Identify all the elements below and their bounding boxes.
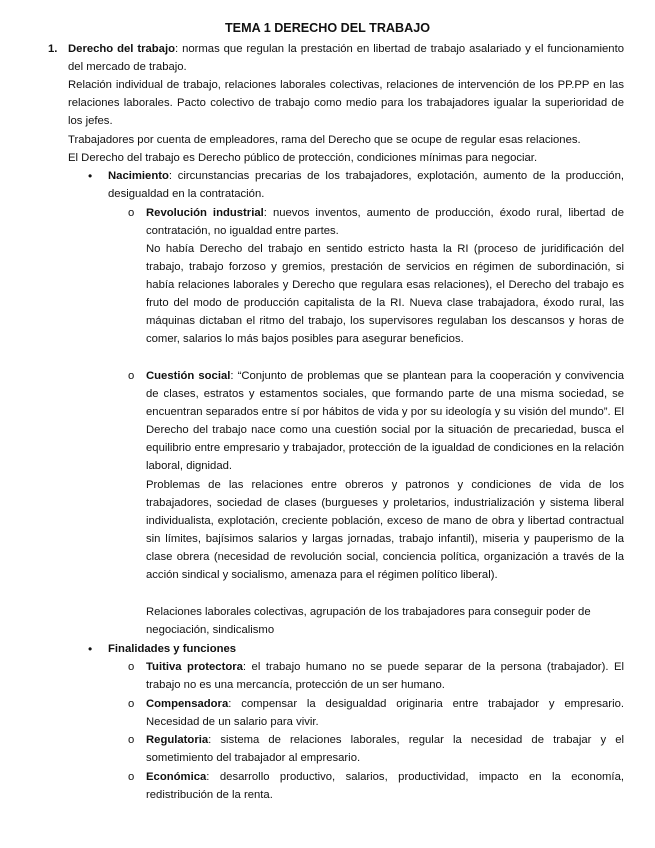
term-derecho-del-trabajo: Derecho del trabajo [68,43,176,55]
section-1-definition [68,40,624,76]
revolucion-paragraph-2: No había Derecho del trabajo en sentido estricto hasta la RI (proceso de juridificación del trabajo, trabajo forzoso y gremios, prestación de servicios en régimen de subordinación, si había relaciones laborales y Derecho que regulara esas relaciones), el Derecho del trabajo es fruto del modo de producción capitalista de la RI. Nueva clase trabajadora, éxodo rural, las máquinas dictaban el ritmo del trabajo, los supervisores regulaban los descansos y horas de comer, salarios lo más bajos posibles para asegurar beneficios. [146,243,624,346]
cuestion-item [146,367,624,476]
term-economica: Económica [146,771,207,783]
sub-bullet-icon: o [128,207,135,219]
tuitiva-text: : el trabajo humano no se puede separar de la persona (trabajador). El trabajo no es una mercancía, protección de un ser humano. [146,661,624,692]
regulatoria-text: : sistema de relaciones laborales, regular la necesidad de trabajar y el sometimiento del trabajador al empresario. [146,734,624,765]
term-regulatoria: Regulatoria [146,734,209,746]
revolucion-item [146,204,624,240]
term-nacimiento: Nacimiento [108,170,169,182]
cuestion-text: : “Conjunto de problemas que se plantean para la cooperación y convivencia de clases, estratos y estamentos sociales, que formando parte de una misma sociedad, se encuentran separados entre sí por hábitos de vida y por su ideología y su visión del mundo”. El Derecho del trabajo nace como una cuestión social por la situación de precariedad, busca el equilibrio entre empresario y trabajador, protección de la igualdad de condiciones en la relación laboral, dignidad. [146,370,624,473]
compensadora-item [146,695,624,731]
definition-text: : normas que regulan la prestación en libertad de trabajo asalariado y el funcionamiento del mercado de trabajo. [68,43,625,74]
economica-item [146,768,624,804]
term-compensadora: Compensadora [146,698,229,710]
section-1-paragraph-2: Relación individual de trabajo, relaciones laborales colectivas, relaciones de intervención de los PP.PP en las relaciones laborales. Pacto colectivo de trabajo como medio para los trabajadores igualar la superioridad de los jefes. [68,79,624,128]
sub-bullet-icon: o [128,661,135,673]
finalidades-heading [108,640,624,658]
section-number: 1. [48,43,58,55]
section-1-paragraph-4: El Derecho del trabajo es Derecho público de protección, condiciones mínimas para negociar. [68,152,538,164]
term-cuestion-social: Cuestión social [146,370,231,382]
economica-text: : desarrollo productivo, salarios, productividad, impacto en la economía, redistribución de la renta. [146,771,624,802]
bullet-icon: • [88,642,93,656]
compensadora-text: : compensar la desigualdad originaria entre trabajador y empresario. Necesidad de un salario para vivir. [146,698,624,729]
term-finalidades: Finalidades y funciones [108,643,237,655]
cuestion-paragraph-3: Relaciones laborales colectivas, agrupación de los trabajadores para conseguir poder de negociación, sindicalismo [146,606,591,637]
nacimiento-text: : circunstancias precarias de los trabajadores, explotación, aumento de la producción, desigualdad en la contratación. [108,170,624,201]
bullet-icon: • [88,169,93,183]
sub-bullet-icon: o [128,734,135,746]
sub-bullet-icon: o [128,370,135,382]
sub-bullet-icon: o [128,698,135,710]
regulatoria-item [146,731,624,767]
section-1-paragraph-3: Trabajadores por cuenta de empleadores, rama del Derecho que se ocupe de regular esas relaciones. [68,134,581,146]
term-revolucion-industrial: Revolución industrial [146,207,264,219]
document-title: TEMA 1 DERECHO DEL TRABAJO [224,21,431,35]
term-tuitiva-protectora: Tuitiva protectora [146,661,243,673]
nacimiento-item [108,167,624,203]
sub-bullet-icon: o [128,771,135,783]
tuitiva-item [146,658,624,694]
revolucion-text: : nuevos inventos, aumento de producción, éxodo rural, libertad de contratación, no igualdad entre partes. [146,207,624,238]
cuestion-paragraph-2: Problemas de las relaciones entre obreros y patronos y condiciones de vida de los trabajadores, sociedad de clases (burgueses y proletarios, industrialización y sistema liberal individualista, explotación, creciente población, exceso de mano de obra y libertad contractual sin límites, bajísimos salarios y largas jornadas, trabajo infantil), miseria y pauperismo de la clase obrera (necesidad de revolución social, conciencia política, organización a través de la acción sindical y socialismo, amenaza para el régimen político liberal). [146,479,624,582]
